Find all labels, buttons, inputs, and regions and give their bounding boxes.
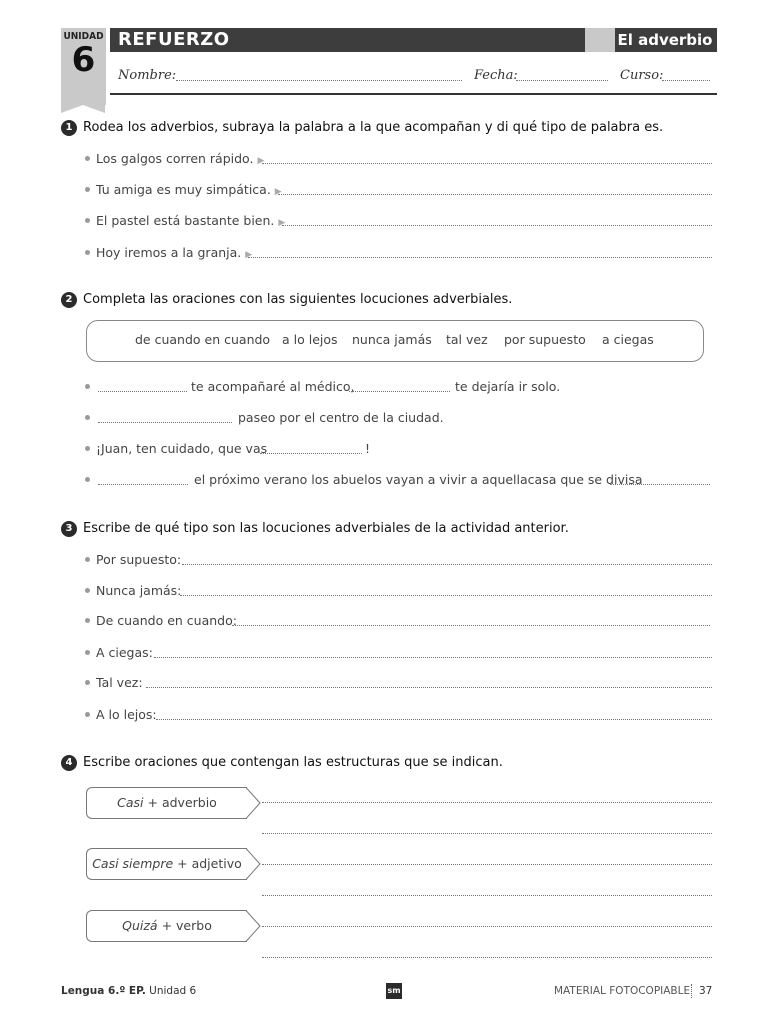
footer-book: Lengua 6.º EP. Unidad 6 xyxy=(61,985,197,997)
list-item: De cuando en cuando: xyxy=(85,613,237,628)
publisher-logo: sm xyxy=(386,983,402,999)
blank-field[interactable] xyxy=(349,391,450,392)
bullet-icon xyxy=(85,218,90,223)
exercise-number: 3 xyxy=(61,521,77,537)
label-arrow-icon xyxy=(246,848,261,880)
exercise-number: 1 xyxy=(61,120,77,136)
unit-number: 6 xyxy=(71,40,96,80)
footer-material: MATERIAL FOTOCOPIABLE xyxy=(554,985,691,997)
label-arrow-icon xyxy=(246,787,261,819)
exercise-2-question: Completa las oraciones con las siguientes locuciones adverbiales. xyxy=(83,292,513,307)
page-title: REFUERZO xyxy=(118,29,230,50)
page-number: 37 xyxy=(699,985,713,997)
answer-line[interactable] xyxy=(248,257,712,258)
answer-line[interactable] xyxy=(154,657,712,658)
word-bank-item: tal vez xyxy=(446,332,488,347)
course-field[interactable] xyxy=(662,80,710,81)
list-item: Tu amiga es muy simpática. ▶ xyxy=(85,182,282,197)
bullet-icon xyxy=(85,557,90,562)
sentence-text: paseo por el centro de la ciudad. xyxy=(238,410,444,425)
blank-field[interactable] xyxy=(98,391,187,392)
date-label: Fecha: xyxy=(474,68,518,83)
bullet-icon xyxy=(85,446,90,451)
structure-label: Casi siempre + adjetivo xyxy=(86,848,247,880)
band-separator xyxy=(585,28,615,52)
header-rule xyxy=(110,93,717,95)
list-item xyxy=(85,472,96,487)
exercise-4-question: Escribe oraciones que contengan las estructuras que se indican. xyxy=(83,755,503,770)
date-field[interactable] xyxy=(516,80,608,81)
answer-line[interactable] xyxy=(262,864,712,865)
list-item: Tal vez: xyxy=(85,675,143,690)
answer-line[interactable] xyxy=(262,957,712,958)
topic-title: El adverbio xyxy=(617,31,713,49)
list-item: ¡Juan, ten cuidado, que vas xyxy=(85,441,267,456)
arrow-right-icon: ▶ xyxy=(245,250,253,260)
exercise-1-question: Rodea los adverbios, subraya la palabra a la que acompañan y di qué tipo de palabra es. xyxy=(83,120,664,135)
arrow-right-icon: ▶ xyxy=(257,156,265,166)
word-bank-item: de cuando en cuando xyxy=(135,332,271,347)
exercise-number: 4 xyxy=(61,755,77,771)
exercise-3-question: Escribe de qué tipo son las locuciones adverbiales de la actividad anterior. xyxy=(83,521,569,536)
list-item: El pastel está bastante bien. ▶ xyxy=(85,213,285,228)
answer-line[interactable] xyxy=(182,564,712,565)
exercise-number: 2 xyxy=(61,292,77,308)
bullet-icon xyxy=(85,187,90,192)
structure-label: Quizá + verbo xyxy=(86,910,247,942)
answer-line[interactable] xyxy=(262,802,712,803)
unit-label: UNIDAD xyxy=(63,31,104,42)
blank-field[interactable] xyxy=(98,484,188,485)
bullet-icon xyxy=(85,712,90,717)
list-item: A lo lejos: xyxy=(85,707,157,722)
list-item: Los galgos corren rápido. ▶ xyxy=(85,151,264,166)
bullet-icon xyxy=(85,588,90,593)
blank-field[interactable] xyxy=(260,453,362,454)
word-bank-item: nunca jamás xyxy=(352,332,432,347)
structure-label: Casi + adverbio xyxy=(86,787,247,819)
answer-line[interactable] xyxy=(146,687,712,688)
answer-line[interactable] xyxy=(262,163,712,164)
answer-line[interactable] xyxy=(278,194,712,195)
answer-line[interactable] xyxy=(282,225,712,226)
answer-line[interactable] xyxy=(156,719,712,720)
list-item: Por supuesto: xyxy=(85,552,181,567)
answer-line[interactable] xyxy=(262,833,712,834)
list-item xyxy=(85,379,96,394)
word-bank-item: a lo lejos xyxy=(282,332,338,347)
sentence-text: te acompañaré al médico, xyxy=(191,379,355,394)
bullet-icon xyxy=(85,477,90,482)
arrow-right-icon: ▶ xyxy=(278,218,286,228)
answer-line[interactable] xyxy=(232,625,710,626)
list-item: A ciegas: xyxy=(85,645,153,660)
sentence-text: ! xyxy=(365,441,371,456)
answer-line[interactable] xyxy=(180,595,712,596)
bullet-icon xyxy=(85,618,90,623)
word-bank-item: por supuesto xyxy=(504,332,586,347)
answer-line[interactable] xyxy=(262,895,712,896)
arrow-right-icon: ▶ xyxy=(274,187,282,197)
bullet-icon xyxy=(85,650,90,655)
footer-divider xyxy=(691,984,692,998)
blank-field[interactable] xyxy=(610,484,710,485)
answer-line[interactable] xyxy=(262,926,712,927)
name-field[interactable] xyxy=(176,80,462,81)
list-item: Nunca jamás: xyxy=(85,583,181,598)
word-bank-item: a ciegas xyxy=(602,332,654,347)
blank-field[interactable] xyxy=(98,422,232,423)
bullet-icon xyxy=(85,415,90,420)
bullet-icon xyxy=(85,384,90,389)
sentence-text: te dejaría ir solo. xyxy=(455,379,561,394)
bullet-icon xyxy=(85,680,90,685)
course-label: Curso: xyxy=(620,68,664,83)
bullet-icon xyxy=(85,250,90,255)
unit-tab xyxy=(61,28,106,105)
list-item xyxy=(85,410,96,425)
label-arrow-icon xyxy=(246,910,261,942)
sentence-text: el próximo verano los abuelos vayan a vivir a aquellacasa que se divisa xyxy=(194,472,643,487)
list-item: Hoy iremos a la granja. ▶ xyxy=(85,245,252,260)
name-label: Nombre: xyxy=(118,68,177,83)
bullet-icon xyxy=(85,156,90,161)
